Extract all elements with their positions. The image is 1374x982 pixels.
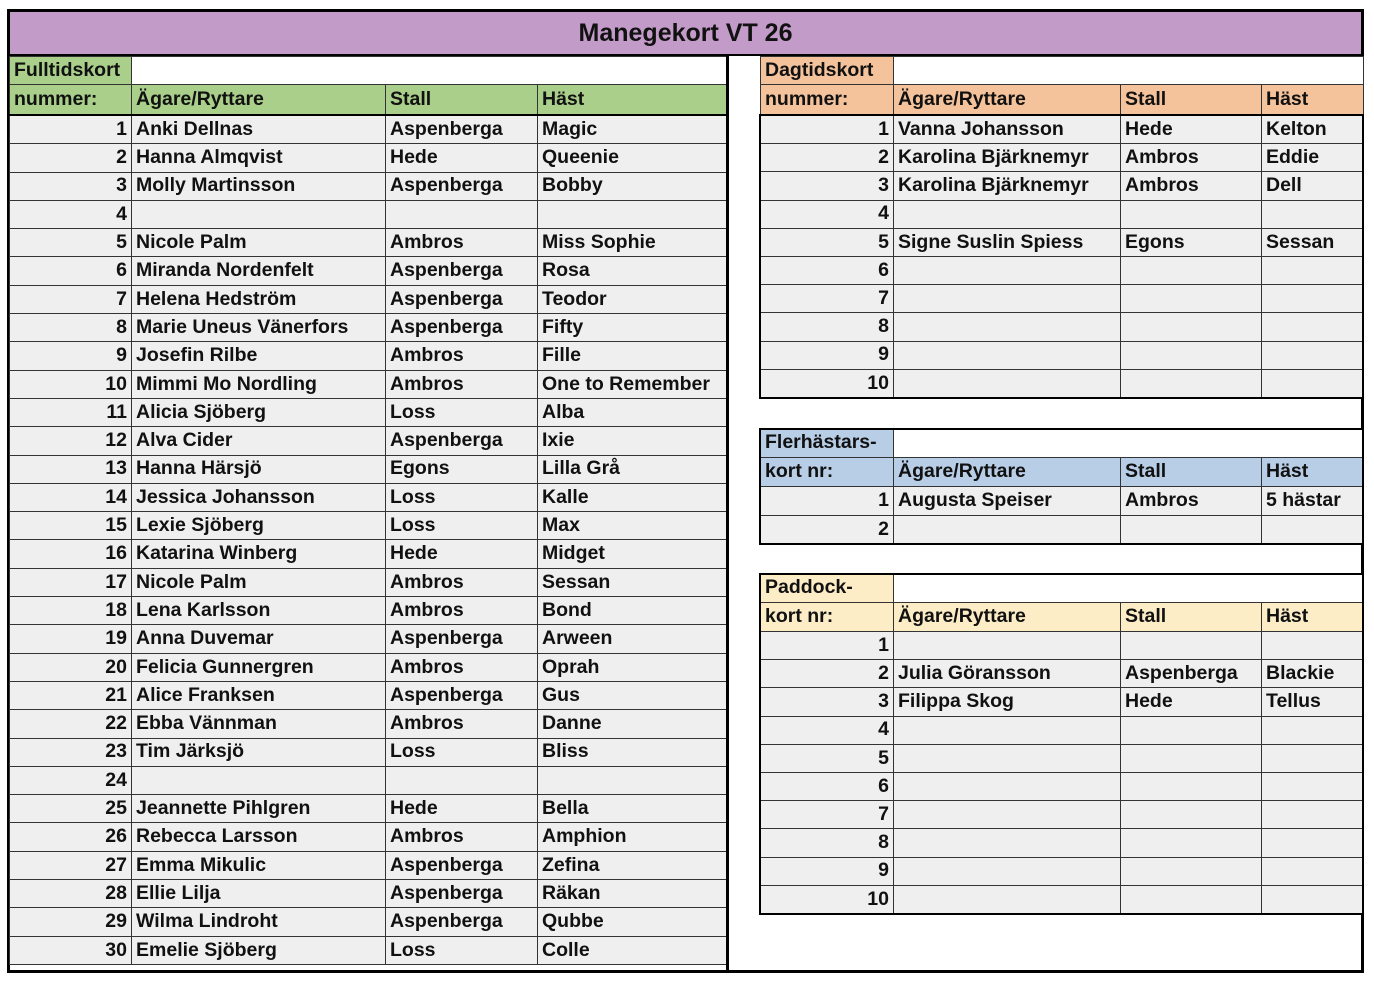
fulltid-owner-cell[interactable]: Jeannette Pihlgren (132, 795, 386, 823)
dagtid-stable-cell[interactable] (1121, 256, 1262, 284)
fulltid-table-row (10, 483, 729, 511)
fulltid-owner-cell[interactable]: Hanna Almqvist (132, 144, 386, 172)
paddock-col-horse: Häst (1262, 603, 1364, 632)
paddock-owner-cell[interactable]: Filippa Skog (894, 688, 1121, 716)
fulltid-owner-cell[interactable]: Marie Uneus Vänerfors (132, 314, 386, 342)
paddock-owner-cell[interactable] (894, 772, 1121, 800)
dagtid-row-number[interactable]: 4 (761, 200, 894, 228)
paddock-stable-cell[interactable] (1121, 772, 1262, 800)
dagtid-horse-cell[interactable]: Kelton (1262, 116, 1364, 144)
fulltid-horse-cell[interactable]: Queenie (538, 144, 729, 172)
fulltid-owner-cell[interactable]: Alice Franksen (132, 681, 386, 709)
fulltid-table-row (10, 795, 729, 823)
fulltid-row-number[interactable]: 12 (10, 427, 132, 455)
fulltid-row-number[interactable]: 29 (10, 908, 132, 936)
fulltid-table-row (10, 653, 729, 681)
dagtid-header-blank (894, 57, 1364, 85)
fulltid-table (9, 56, 729, 965)
dagtid-table-row (761, 256, 1364, 284)
paddock-row-number[interactable]: 2 (761, 660, 894, 688)
dagtid-owner-cell[interactable] (894, 313, 1121, 341)
fulltid-owner-cell[interactable]: Lena Karlsson (132, 597, 386, 625)
paddock-label-line2: kort nr: (761, 603, 894, 632)
paddock-stable-cell[interactable] (1121, 885, 1262, 913)
fulltid-owner-cell[interactable]: Felicia Gunnergren (132, 653, 386, 681)
fulltid-horse-cell[interactable]: Bobby (538, 172, 729, 200)
fulltid-stable-cell[interactable]: Loss (386, 936, 538, 964)
fulltid-row-number[interactable]: 3 (10, 172, 132, 200)
paddock-table-row (761, 744, 1364, 772)
dagtid-owner-cell[interactable]: Karolina Bjärknemyr (894, 144, 1121, 172)
paddock-table-row (761, 857, 1364, 885)
dagtid-owner-cell[interactable] (894, 285, 1121, 313)
dagtid-stable-cell[interactable]: Hede (1121, 116, 1262, 144)
fulltid-owner-cell[interactable]: Josefin Rilbe (132, 342, 386, 370)
dagtid-owner-cell[interactable] (894, 341, 1121, 369)
fulltid-row-number[interactable]: 7 (10, 285, 132, 313)
fulltid-stable-cell[interactable]: Hede (386, 795, 538, 823)
fulltid-horse-cell[interactable]: Fille (538, 342, 729, 370)
fulltid-stable-cell[interactable]: Loss (386, 398, 538, 426)
fulltid-horse-cell[interactable]: Miss Sophie (538, 229, 729, 257)
dagtid-row-number[interactable]: 7 (761, 285, 894, 313)
paddock-owner-cell[interactable] (894, 829, 1121, 857)
fulltid-stable-cell[interactable]: Aspenberga (386, 880, 538, 908)
paddock-row-number[interactable]: 9 (761, 857, 894, 885)
paddock-owner-cell[interactable] (894, 801, 1121, 829)
dagtid-table-row (761, 228, 1364, 256)
flerhast-col-horse: Häst (1262, 458, 1364, 487)
dagtid-label-line2: nummer: (761, 85, 894, 116)
paddock-table-row (761, 660, 1364, 688)
paddock-stable-cell[interactable] (1121, 744, 1262, 772)
fulltid-horse-cell[interactable]: Bella (538, 795, 729, 823)
fulltid-horse-cell[interactable]: Lilla Grå (538, 455, 729, 483)
fulltid-horse-cell[interactable]: Amphion (538, 823, 729, 851)
fulltid-stable-cell[interactable]: Ambros (386, 370, 538, 398)
flerhast-row-number[interactable]: 1 (761, 487, 894, 516)
paddock-stable-cell[interactable] (1121, 801, 1262, 829)
flerhast-col-owner: Ägare/Ryttare (894, 458, 1121, 487)
fulltid-table-row (10, 200, 729, 228)
paddock-row-number[interactable]: 5 (761, 744, 894, 772)
paddock-stable-cell[interactable] (1121, 829, 1262, 857)
fulltid-owner-cell[interactable]: Wilma Lindroht (132, 908, 386, 936)
fulltid-table-row (10, 597, 729, 625)
fulltid-table-row (10, 285, 729, 313)
paddock-owner-cell[interactable] (894, 744, 1121, 772)
fulltid-owner-cell[interactable] (132, 200, 386, 228)
dagtid-row-number[interactable]: 6 (761, 256, 894, 284)
dagtid-row-number[interactable]: 2 (761, 144, 894, 172)
fulltid-stable-cell[interactable]: Loss (386, 512, 538, 540)
fulltid-row-number[interactable]: 10 (10, 370, 132, 398)
dagtid-table-row (761, 341, 1364, 369)
dagtid-row-number[interactable]: 1 (761, 116, 894, 144)
flerhast-row-number[interactable]: 2 (761, 515, 894, 544)
fulltid-owner-cell[interactable]: Anna Duvemar (132, 625, 386, 653)
fulltid-label-line1: Fulltidskort (10, 57, 132, 85)
dagtid-horse-cell[interactable] (1262, 341, 1364, 369)
dagtid-table-row (761, 116, 1364, 144)
fulltid-table-row (10, 851, 729, 879)
fulltid-horse-cell[interactable]: Danne (538, 710, 729, 738)
fulltid-horse-cell[interactable]: Qubbe (538, 908, 729, 936)
fulltid-stable-cell[interactable]: Aspenberga (386, 427, 538, 455)
dagtid-horse-cell[interactable]: Dell (1262, 172, 1364, 200)
paddock-table-row (761, 801, 1364, 829)
flerhast-label-line2: kort nr: (761, 458, 894, 487)
fulltid-table-row (10, 625, 729, 653)
paddock-row-number[interactable]: 8 (761, 829, 894, 857)
dagtid-stable-cell[interactable] (1121, 200, 1262, 228)
fulltid-header-blank (132, 57, 729, 85)
fulltid-row-number[interactable]: 24 (10, 766, 132, 794)
fulltid-owner-cell[interactable]: Nicole Palm (132, 229, 386, 257)
paddock-stable-cell[interactable]: Hede (1121, 688, 1262, 716)
paddock-owner-cell[interactable] (894, 716, 1121, 744)
dagtid-col-stable: Stall (1121, 85, 1262, 116)
fulltid-stable-cell[interactable]: Ambros (386, 597, 538, 625)
fulltid-row-number[interactable]: 13 (10, 455, 132, 483)
fulltid-row-number[interactable]: 6 (10, 257, 132, 285)
paddock-stable-cell[interactable] (1121, 857, 1262, 885)
paddock-horse-cell[interactable] (1262, 772, 1364, 800)
fulltid-table-row (10, 908, 729, 936)
fulltid-horse-cell[interactable]: Räkan (538, 880, 729, 908)
fulltid-row-number[interactable]: 18 (10, 597, 132, 625)
paddock-table-row (761, 885, 1364, 913)
fulltid-horse-cell[interactable]: One to Remember (538, 370, 729, 398)
fulltid-row-number[interactable]: 15 (10, 512, 132, 540)
fulltid-owner-cell[interactable]: Jessica Johansson (132, 483, 386, 511)
dagtid-horse-cell[interactable]: Eddie (1262, 144, 1364, 172)
fulltid-horse-cell[interactable]: Colle (538, 936, 729, 964)
page-title: Manegekort VT 26 (7, 9, 1364, 56)
fulltid-horse-cell[interactable]: Arween (538, 625, 729, 653)
paddock-label-line1: Paddock- (761, 574, 894, 603)
fulltid-horse-cell[interactable]: Ixie (538, 427, 729, 455)
fulltid-stable-cell[interactable]: Hede (386, 144, 538, 172)
fulltid-stable-cell[interactable]: Hede (386, 540, 538, 568)
paddock-stable-cell[interactable]: Aspenberga (1121, 660, 1262, 688)
dagtid-stable-cell[interactable] (1121, 313, 1262, 341)
fulltid-table-row (10, 257, 729, 285)
fulltid-owner-cell[interactable]: Alicia Sjöberg (132, 398, 386, 426)
dagtid-stable-cell[interactable] (1121, 369, 1262, 397)
fulltid-table-row (10, 766, 729, 794)
fulltid-table-row (10, 427, 729, 455)
fulltid-col-stable: Stall (386, 85, 538, 116)
fulltid-stable-cell[interactable]: Loss (386, 738, 538, 766)
fulltid-horse-cell[interactable]: Teodor (538, 285, 729, 313)
fulltid-row-number[interactable]: 1 (10, 116, 132, 144)
fulltid-table-row (10, 738, 729, 766)
fulltid-col-horse: Häst (538, 85, 729, 116)
fulltid-row-number[interactable]: 21 (10, 681, 132, 709)
flerhast-header-blank (894, 429, 1364, 458)
fulltid-table-row (10, 681, 729, 709)
paddock-row-number[interactable]: 7 (761, 801, 894, 829)
fulltid-stable-cell[interactable]: Egons (386, 455, 538, 483)
fulltid-row-number[interactable]: 20 (10, 653, 132, 681)
fulltid-table-row (10, 370, 729, 398)
fulltid-stable-cell[interactable]: Loss (386, 483, 538, 511)
fulltid-horse-cell[interactable]: Bliss (538, 738, 729, 766)
paddock-row-number[interactable]: 3 (761, 688, 894, 716)
fulltid-owner-cell[interactable]: Hanna Härsjö (132, 455, 386, 483)
fulltid-horse-cell[interactable] (538, 200, 729, 228)
dagtid-table-row (761, 313, 1364, 341)
fulltid-owner-cell[interactable] (132, 766, 386, 794)
paddock-table-row (761, 772, 1364, 800)
paddock-table-row (761, 829, 1364, 857)
fulltid-row-number[interactable]: 28 (10, 880, 132, 908)
fulltid-table-row (10, 540, 729, 568)
fulltid-row-number[interactable]: 16 (10, 540, 132, 568)
dagtid-owner-cell[interactable]: Karolina Bjärknemyr (894, 172, 1121, 200)
fulltid-label-line2: nummer: (10, 85, 132, 116)
paddock-col-owner: Ägare/Ryttare (894, 603, 1121, 632)
fulltid-stable-cell[interactable]: Aspenberga (386, 172, 538, 200)
dagtid-table-row (761, 200, 1364, 228)
dagtid-col-owner: Ägare/Ryttare (894, 85, 1121, 116)
paddock-table-row (761, 716, 1364, 744)
paddock-horse-cell[interactable] (1262, 744, 1364, 772)
fulltid-stable-cell[interactable]: Ambros (386, 229, 538, 257)
fulltid-table-row (10, 398, 729, 426)
fulltid-stable-cell[interactable]: Aspenberga (386, 314, 538, 342)
fulltid-owner-cell[interactable]: Katarina Winberg (132, 540, 386, 568)
fulltid-horse-cell[interactable]: Alba (538, 398, 729, 426)
paddock-row-number[interactable]: 1 (761, 632, 894, 660)
fulltid-horse-cell[interactable]: Zefina (538, 851, 729, 879)
paddock-stable-cell[interactable] (1121, 632, 1262, 660)
fulltid-row-number[interactable]: 23 (10, 738, 132, 766)
dagtid-stable-cell[interactable]: Ambros (1121, 172, 1262, 200)
fulltid-stable-cell[interactable]: Ambros (386, 568, 538, 596)
left-section-divider (726, 56, 729, 973)
dagtid-owner-cell[interactable]: Signe Suslin Spiess (894, 228, 1121, 256)
fulltid-table-row (10, 823, 729, 851)
paddock-horse-cell[interactable] (1262, 801, 1364, 829)
dagtid-row-number[interactable]: 3 (761, 172, 894, 200)
paddock-row-number[interactable]: 4 (761, 716, 894, 744)
fulltid-horse-cell[interactable]: Magic (538, 116, 729, 144)
fulltid-horse-cell[interactable]: Bond (538, 597, 729, 625)
fulltid-owner-cell[interactable]: Ebba Vännman (132, 710, 386, 738)
dagtid-row-number[interactable]: 9 (761, 341, 894, 369)
fulltid-row-number[interactable]: 25 (10, 795, 132, 823)
flerhast-horse-cell[interactable]: 5 hästar (1262, 487, 1364, 516)
fulltid-owner-cell[interactable]: Helena Hedström (132, 285, 386, 313)
dagtid-stable-cell[interactable]: Ambros (1121, 144, 1262, 172)
paddock-horse-cell[interactable] (1262, 829, 1364, 857)
fulltid-owner-cell[interactable]: Emma Mikulic (132, 851, 386, 879)
paddock-horse-cell[interactable] (1262, 885, 1364, 913)
dagtid-row-number[interactable]: 8 (761, 313, 894, 341)
fulltid-table-row (10, 314, 729, 342)
dagtid-table-row (761, 369, 1364, 397)
dagtid-owner-cell[interactable] (894, 200, 1121, 228)
fulltid-stable-cell[interactable]: Ambros (386, 823, 538, 851)
dagtid-row-number[interactable]: 5 (761, 228, 894, 256)
fulltid-table-row (10, 116, 729, 144)
fulltid-row-number[interactable]: 4 (10, 200, 132, 228)
flerhast-col-stable: Stall (1121, 458, 1262, 487)
dagtid-table-row (761, 172, 1364, 200)
fulltid-horse-cell[interactable]: Midget (538, 540, 729, 568)
fulltid-table-row (10, 172, 729, 200)
flerhast-owner-cell[interactable] (894, 515, 1121, 544)
fulltid-row-number[interactable]: 14 (10, 483, 132, 511)
paddock-row-number[interactable]: 6 (761, 772, 894, 800)
flerhast-label-line1: Flerhästars- (761, 429, 894, 458)
fulltid-table-row (10, 144, 729, 172)
fulltid-row-number[interactable]: 11 (10, 398, 132, 426)
fulltid-stable-cell[interactable] (386, 766, 538, 794)
paddock-horse-cell[interactable] (1262, 716, 1364, 744)
fulltid-owner-cell[interactable]: Molly Martinsson (132, 172, 386, 200)
fulltid-col-owner: Ägare/Ryttare (132, 85, 386, 116)
fulltid-table-row (10, 229, 729, 257)
paddock-horse-cell[interactable]: Tellus (1262, 688, 1364, 716)
paddock-row-number[interactable]: 10 (761, 885, 894, 913)
fulltid-owner-cell[interactable]: Anki Dellnas (132, 116, 386, 144)
dagtid-horse-cell[interactable] (1262, 313, 1364, 341)
fulltid-table-row (10, 512, 729, 540)
flerhast-stable-cell[interactable] (1121, 515, 1262, 544)
fulltid-row-number[interactable]: 8 (10, 314, 132, 342)
paddock-horse-cell[interactable]: Blackie (1262, 660, 1364, 688)
fulltid-stable-cell[interactable]: Aspenberga (386, 116, 538, 144)
flerhast-stable-cell[interactable]: Ambros (1121, 487, 1262, 516)
fulltid-stable-cell[interactable]: Aspenberga (386, 681, 538, 709)
fulltid-stable-cell[interactable]: Aspenberga (386, 625, 538, 653)
fulltid-row-number[interactable]: 5 (10, 229, 132, 257)
paddock-owner-cell[interactable]: Julia Göransson (894, 660, 1121, 688)
dagtid-owner-cell[interactable] (894, 256, 1121, 284)
dagtid-owner-cell[interactable]: Vanna Johansson (894, 116, 1121, 144)
fulltid-table-row (10, 455, 729, 483)
fulltid-horse-cell[interactable]: Oprah (538, 653, 729, 681)
paddock-table-row (761, 632, 1364, 660)
flerhast-owner-cell[interactable]: Augusta Speiser (894, 487, 1121, 516)
fulltid-owner-cell[interactable]: Miranda Nordenfelt (132, 257, 386, 285)
fulltid-owner-cell[interactable]: Nicole Palm (132, 568, 386, 596)
dagtid-owner-cell[interactable] (894, 369, 1121, 397)
fulltid-table-row (10, 710, 729, 738)
fulltid-table-row (10, 342, 729, 370)
fulltid-horse-cell[interactable]: Max (538, 512, 729, 540)
fulltid-row-number[interactable]: 27 (10, 851, 132, 879)
fulltid-stable-cell[interactable]: Aspenberga (386, 285, 538, 313)
fulltid-owner-cell[interactable]: Lexie Sjöberg (132, 512, 386, 540)
fulltid-row-number[interactable]: 2 (10, 144, 132, 172)
dagtid-horse-cell[interactable]: Sessan (1262, 228, 1364, 256)
fulltid-table-row (10, 568, 729, 596)
dagtid-table-row (761, 144, 1364, 172)
dagtid-row-number[interactable]: 10 (761, 369, 894, 397)
dagtid-horse-cell[interactable] (1262, 256, 1364, 284)
dagtid-horse-cell[interactable] (1262, 285, 1364, 313)
paddock-table-row (761, 688, 1364, 716)
flerhast-horse-cell[interactable] (1262, 515, 1364, 544)
paddock-table (760, 573, 1364, 914)
fulltid-stable-cell[interactable]: Ambros (386, 710, 538, 738)
fulltid-horse-cell[interactable]: Sessan (538, 568, 729, 596)
fulltid-stable-cell[interactable]: Ambros (386, 342, 538, 370)
paddock-horse-cell[interactable] (1262, 857, 1364, 885)
fulltid-table-row (10, 936, 729, 964)
paddock-stable-cell[interactable] (1121, 716, 1262, 744)
fulltid-stable-cell[interactable]: Aspenberga (386, 851, 538, 879)
dagtid-horse-cell[interactable] (1262, 200, 1364, 228)
paddock-owner-cell[interactable] (894, 857, 1121, 885)
flerhast-table-row (761, 487, 1364, 516)
fulltid-stable-cell[interactable]: Aspenberga (386, 257, 538, 285)
paddock-horse-cell[interactable] (1262, 632, 1364, 660)
flerhast-table-row (761, 515, 1364, 544)
dagtid-stable-cell[interactable]: Egons (1121, 228, 1262, 256)
fulltid-owner-cell[interactable]: Mimmi Mo Nordling (132, 370, 386, 398)
dagtid-col-horse: Häst (1262, 85, 1364, 116)
flerhast-table (760, 428, 1364, 544)
paddock-header-blank (894, 574, 1364, 603)
dagtid-label-line1: Dagtidskort (761, 57, 894, 85)
fulltid-horse-cell[interactable]: Rosa (538, 257, 729, 285)
paddock-owner-cell[interactable] (894, 632, 1121, 660)
fulltid-owner-cell[interactable]: Alva Cider (132, 427, 386, 455)
paddock-owner-cell[interactable] (894, 885, 1121, 913)
fulltid-horse-cell[interactable]: Fifty (538, 314, 729, 342)
fulltid-row-number[interactable]: 17 (10, 568, 132, 596)
fulltid-horse-cell[interactable] (538, 766, 729, 794)
dagtid-table (760, 56, 1364, 398)
fulltid-stable-cell[interactable]: Ambros (386, 653, 538, 681)
fulltid-table-row (10, 880, 729, 908)
fulltid-owner-cell[interactable]: Tim Järksjö (132, 738, 386, 766)
fulltid-row-number[interactable]: 19 (10, 625, 132, 653)
fulltid-row-number[interactable]: 30 (10, 936, 132, 964)
fulltid-owner-cell[interactable]: Ellie Lilja (132, 880, 386, 908)
fulltid-row-number[interactable]: 22 (10, 710, 132, 738)
fulltid-stable-cell[interactable] (386, 200, 538, 228)
fulltid-horse-cell[interactable]: Gus (538, 681, 729, 709)
dagtid-horse-cell[interactable] (1262, 369, 1364, 397)
fulltid-owner-cell[interactable]: Emelie Sjöberg (132, 936, 386, 964)
fulltid-owner-cell[interactable]: Rebecca Larsson (132, 823, 386, 851)
dagtid-table-row (761, 285, 1364, 313)
fulltid-horse-cell[interactable]: Kalle (538, 483, 729, 511)
fulltid-row-number[interactable]: 9 (10, 342, 132, 370)
dagtid-stable-cell[interactable] (1121, 341, 1262, 369)
paddock-col-stable: Stall (1121, 603, 1262, 632)
dagtid-stable-cell[interactable] (1121, 285, 1262, 313)
fulltid-row-number[interactable]: 26 (10, 823, 132, 851)
fulltid-stable-cell[interactable]: Aspenberga (386, 908, 538, 936)
